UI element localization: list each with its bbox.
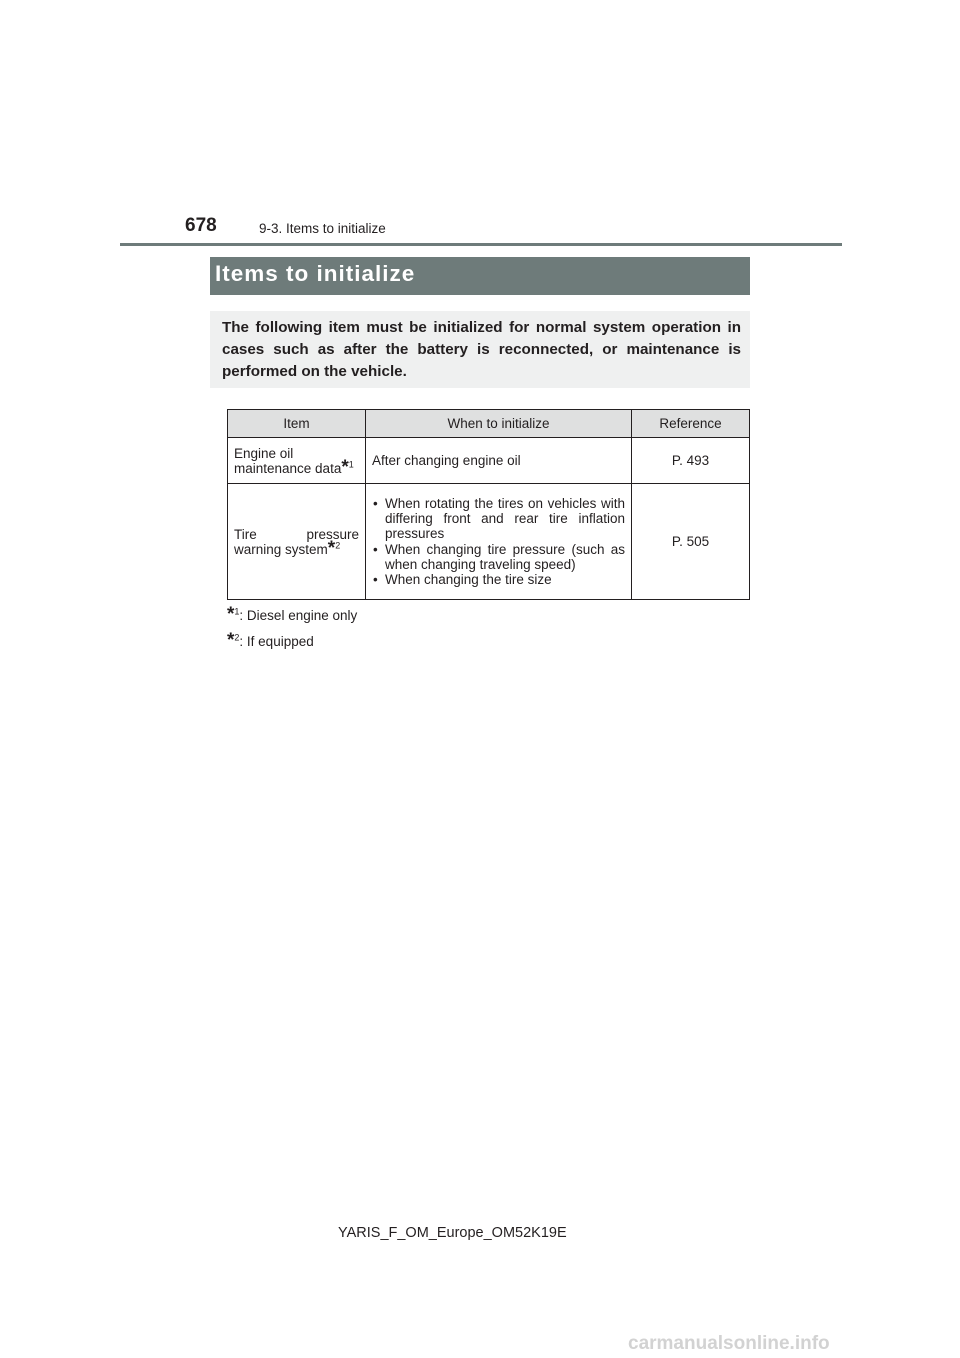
page-number: 678: [185, 215, 217, 236]
table-header-row: [228, 410, 750, 438]
column-header-when: When to initialize: [366, 410, 632, 438]
list-item: • When changing the tire size: [372, 572, 625, 587]
footnote-star: *: [327, 537, 336, 559]
footnote-2: [227, 630, 314, 651]
footnote-text: : Diesel engine only: [239, 608, 358, 623]
condition-list: [372, 496, 625, 587]
item-cell: [228, 484, 366, 600]
table-row: [228, 484, 750, 600]
item-name: Engine oil maintenance data: [234, 445, 342, 476]
footnote-number: 1: [234, 606, 240, 617]
intro-text: The following item must be initialized for normal system operation in cases such as after the battery is reconnected, or maintenance is performed on the vehicle.: [222, 319, 741, 380]
column-header-item: Item: [228, 410, 366, 438]
when-cell: [366, 484, 632, 600]
footnote-text: : If equipped: [239, 634, 314, 649]
reference-cell: P. 505: [632, 484, 750, 600]
document-id: YARIS_F_OM_Europe_OM52K19E: [338, 1225, 567, 1241]
footnote-star: *: [341, 456, 349, 478]
intro-box: [210, 311, 750, 388]
reference-cell: P. 493: [632, 438, 750, 484]
footnote-1: [227, 604, 358, 625]
header-divider: [120, 243, 842, 246]
footnote-star: *: [227, 630, 235, 651]
list-item: • When rotating the tires on vehicles with differing front and rear tire inflation pressures: [372, 496, 625, 542]
footnote-star: *: [227, 604, 235, 625]
column-header-reference: Reference: [632, 410, 750, 438]
footnote-number: 2: [234, 632, 240, 643]
table-row: [228, 438, 750, 484]
title-bar: [210, 257, 750, 295]
item-cell: [228, 438, 366, 484]
section-breadcrumb: 9-3. Items to initialize: [259, 221, 386, 236]
list-item: • When changing tire pressure (such as when changing traveling speed): [372, 542, 625, 572]
initialize-table: [227, 409, 750, 600]
footnote-ref: 1: [348, 459, 354, 469]
page-title: Items to initialize: [215, 261, 416, 286]
watermark: carmanualsonline.info: [628, 1333, 830, 1354]
footnote-ref: 2: [335, 540, 341, 550]
item-name: Tire pressure warning system: [234, 526, 359, 557]
when-cell: After changing engine oil: [366, 438, 632, 484]
